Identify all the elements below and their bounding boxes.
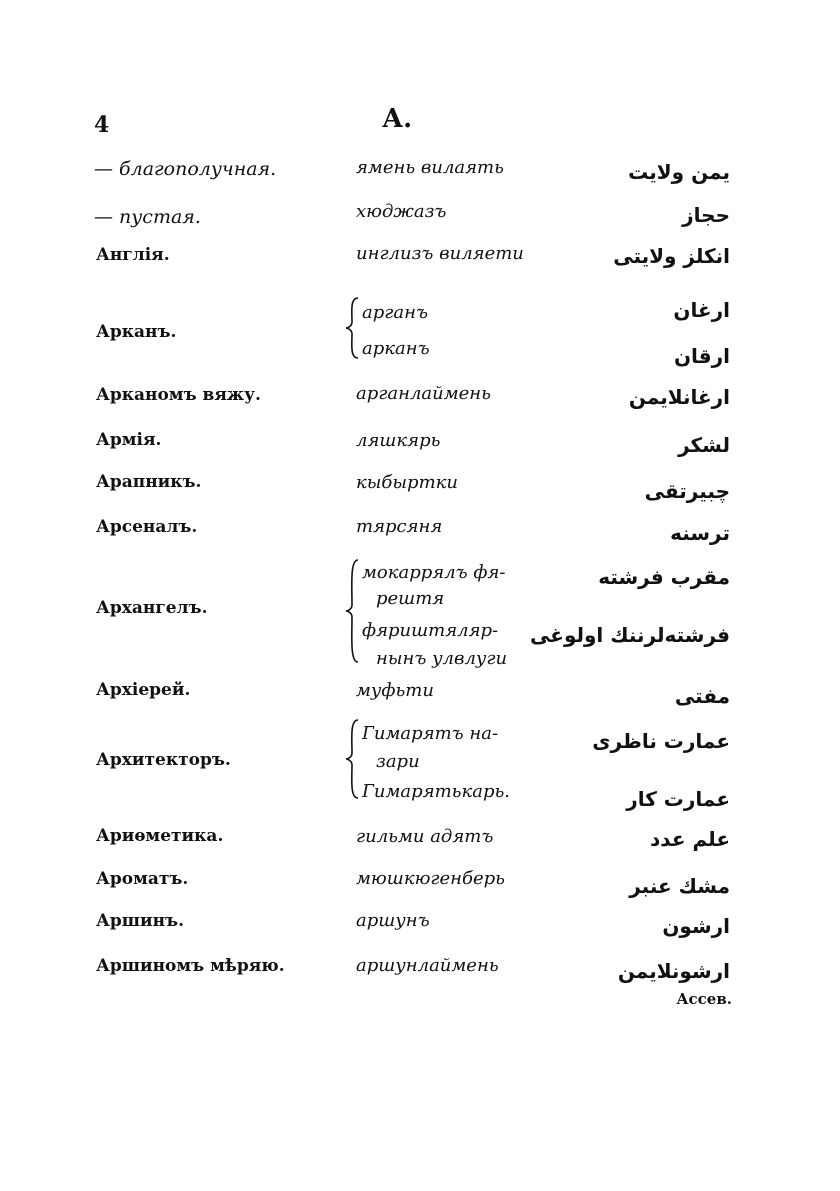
transliteration: фяриштяляр- xyxy=(362,620,499,641)
russian-headword: Архіерей. xyxy=(96,680,191,700)
transliteration: аршунлаймень xyxy=(356,955,499,976)
curly-brace xyxy=(344,718,360,800)
arabic-script-word: ارشونلايمن xyxy=(617,959,730,983)
page-number: 4 xyxy=(94,112,110,138)
transliteration: кыбыртки xyxy=(356,472,458,493)
transliteration: зари xyxy=(376,751,420,772)
arabic-script-word: يمن ولايت xyxy=(628,160,730,184)
transliteration: Гимарятькарь. xyxy=(362,781,510,802)
arabic-script-word: ارقان xyxy=(673,344,730,368)
curly-brace xyxy=(344,558,360,664)
russian-headword: Ариѳметика. xyxy=(96,826,224,846)
arabic-script-word: مقرب فرشته xyxy=(598,565,730,589)
transliteration: нынъ улвлуги xyxy=(376,648,508,669)
arabic-script-word: لشكر xyxy=(678,433,730,457)
transliteration: Гимарятъ на- xyxy=(362,723,499,744)
curly-brace xyxy=(344,296,360,360)
arabic-script-word: چبيرتقى xyxy=(644,479,730,503)
transliteration: тярсяня xyxy=(356,516,443,537)
transliteration: арганлаймень xyxy=(356,383,491,404)
russian-headword: — пустая. xyxy=(94,206,201,228)
arabic-script-word: ارشون xyxy=(662,914,730,938)
arabic-script-word: مشك عنبر xyxy=(629,874,730,898)
russian-headword: Аршинъ. xyxy=(96,911,185,931)
transliteration: арганъ xyxy=(362,302,428,323)
russian-headword: — благополучная. xyxy=(94,158,277,180)
arabic-script-word: مفتى xyxy=(674,684,730,708)
russian-headword: Аршиномъ мѣряю. xyxy=(96,956,285,976)
arabic-script-word: ترسنه xyxy=(670,521,730,545)
transliteration: аршунъ xyxy=(356,910,430,931)
russian-headword: Англія. xyxy=(96,245,170,265)
russian-headword: Арапникъ. xyxy=(96,472,202,492)
transliteration: муфьти xyxy=(356,680,434,701)
russian-headword: Архитекторъ. xyxy=(96,750,231,770)
arabic-script-word: علم عدد xyxy=(650,827,730,851)
transliteration: мокаррялъ фя- xyxy=(362,562,506,583)
arabic-script-word: فرشتەلرننك اولوغى xyxy=(530,623,730,647)
transliteration: мюшкюгенберь xyxy=(356,868,505,889)
russian-headword: Архангелъ. xyxy=(96,598,208,618)
arabic-script-word: حجاز xyxy=(682,203,730,227)
transliteration: ямень вилаять xyxy=(356,157,504,178)
transliteration: рештя xyxy=(376,588,445,609)
russian-headword: Арканомъ вяжу. xyxy=(96,385,261,405)
section-letter: А. xyxy=(382,104,413,134)
russian-headword: Армія. xyxy=(96,430,162,450)
arabic-script-word: عمارت كار xyxy=(626,787,730,811)
russian-headword: Ароматъ. xyxy=(96,869,189,889)
arabic-script-word: انكلز ولايتى xyxy=(613,244,730,268)
russian-headword: Арканъ. xyxy=(96,322,177,342)
transliteration: ляшкярь xyxy=(356,430,441,451)
transliteration: инглизъ виляети xyxy=(356,243,524,264)
arabic-script-word: ارغانلايمن xyxy=(628,385,730,409)
transliteration: гильми адятъ xyxy=(356,826,494,847)
transliteration: хюджазъ xyxy=(356,201,447,222)
arabic-script-word: عمارت ناظرى xyxy=(592,729,730,753)
catchword: Ассев. xyxy=(676,990,732,1008)
russian-headword: Арсеналъ. xyxy=(96,517,198,537)
transliteration: арканъ xyxy=(362,338,430,359)
arabic-script-word: ارغان xyxy=(673,298,730,322)
